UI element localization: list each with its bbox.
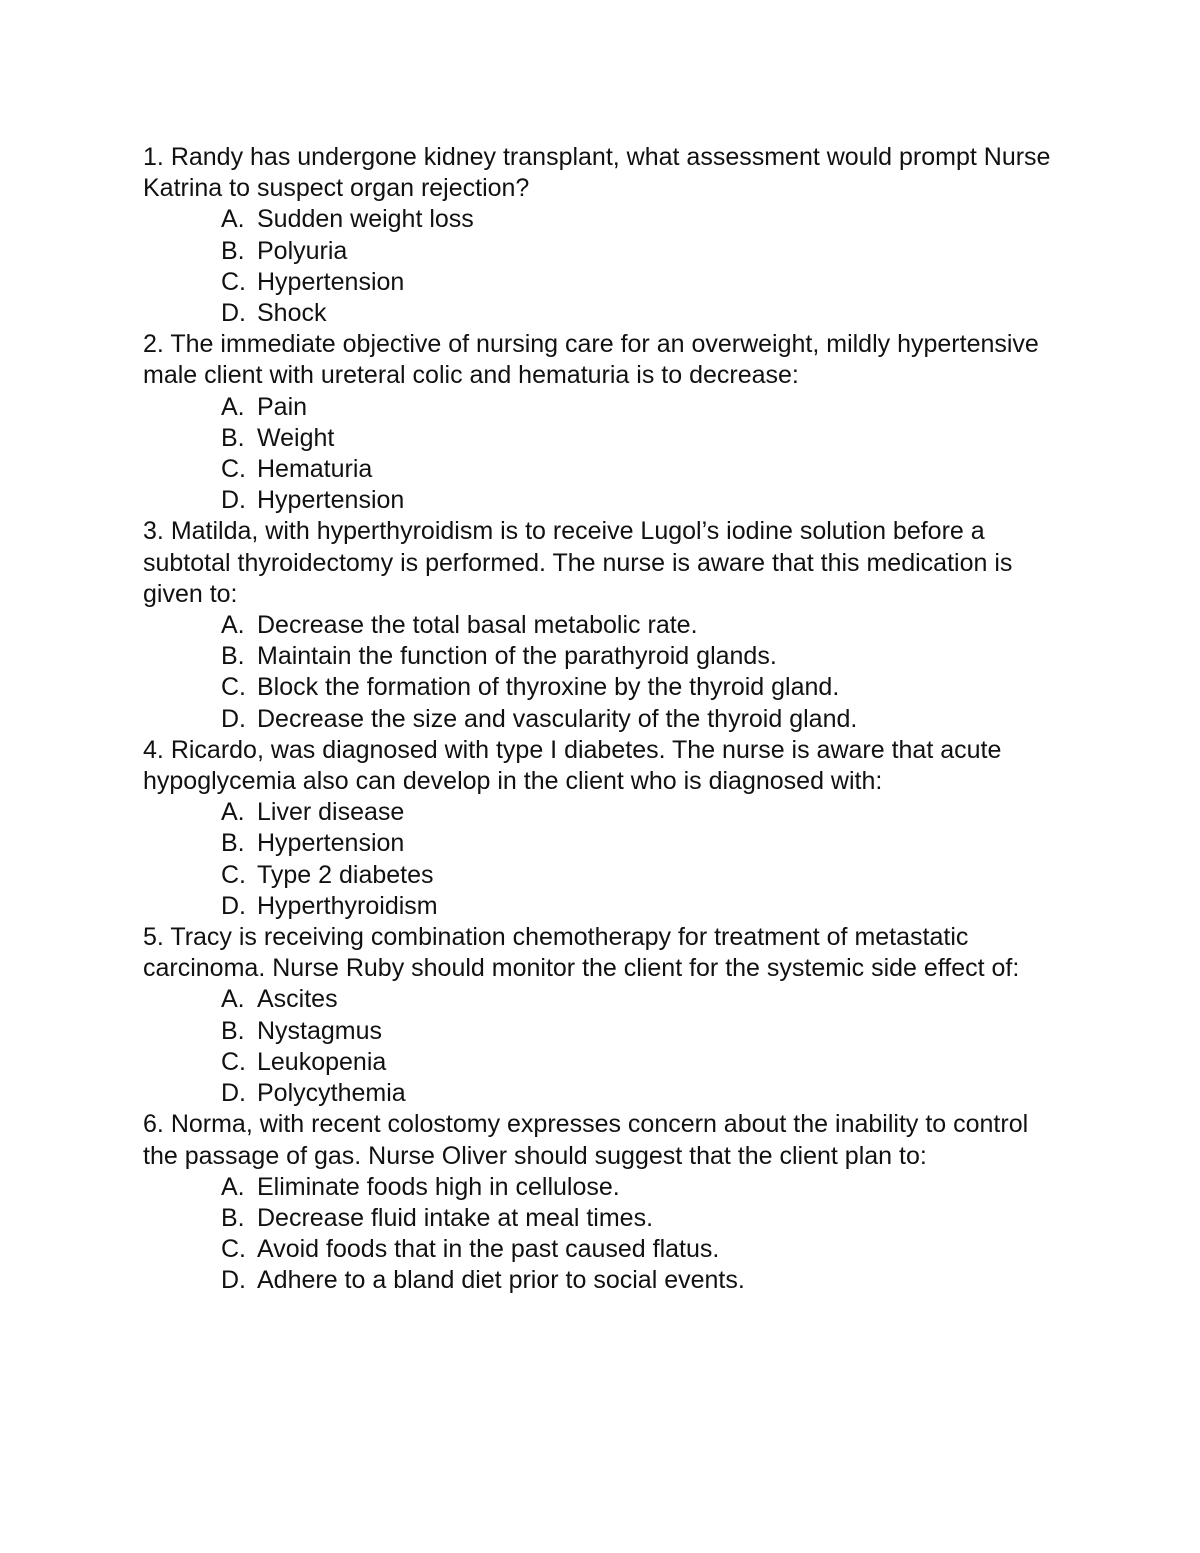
option-letter: A.: [221, 985, 245, 1014]
option-letter: D.: [221, 891, 246, 920]
option-letter: A.: [221, 798, 245, 827]
answer-option-a: [221, 610, 1063, 641]
option-letter: C.: [221, 860, 246, 889]
question-stem: [143, 922, 1063, 984]
option-letter: D.: [221, 486, 246, 515]
option-text: Block the formation of thyroxine by the thyroid gland.: [257, 673, 840, 702]
option-letter: C.: [221, 673, 246, 702]
question-stem: [143, 1109, 1063, 1171]
question-text: The immediate objective of nursing care for an overweight, mildly hypertensive male client with ureteral colic and hematuria is to decrease:: [143, 330, 1039, 390]
option-letter: D.: [221, 299, 246, 328]
answer-option-a: [221, 1172, 1063, 1203]
option-text: Leukopenia: [257, 1047, 387, 1076]
option-letter: A.: [221, 611, 245, 640]
answer-option-c: [221, 454, 1063, 485]
option-letter: B.: [221, 1203, 245, 1232]
answer-option-a: [221, 392, 1063, 423]
option-letter: D.: [221, 704, 246, 733]
answer-options: [143, 1172, 1063, 1297]
answer-option-d: [221, 298, 1063, 329]
question-4: [143, 735, 1063, 922]
question-number: 5.: [143, 923, 164, 952]
question-number: 2.: [143, 330, 164, 359]
question-text: Matilda, with hyperthyroidism is to receive Lugol’s iodine solution before a subtotal thyroidectomy is performed. The nurse is aware that this medication is given to:: [143, 517, 1013, 608]
option-text: Decrease the size and vascularity of the thyroid gland.: [257, 704, 858, 733]
option-text: Maintain the function of the parathyroid glands.: [257, 642, 777, 671]
answer-option-b: [221, 423, 1063, 454]
question-number: 3.: [143, 517, 164, 546]
option-letter: D.: [221, 1266, 246, 1295]
answer-option-b: [221, 828, 1063, 859]
option-text: Type 2 diabetes: [257, 860, 434, 889]
answer-options: [143, 392, 1063, 517]
answer-option-d: [221, 1265, 1063, 1296]
answer-option-c: [221, 672, 1063, 703]
question-stem: [143, 329, 1063, 391]
question-text: Norma, with recent colostomy expresses concern about the inability to control the passage of gas. Nurse Oliver should suggest that the client plan to:: [143, 1110, 1029, 1170]
option-text: Pain: [257, 392, 308, 421]
option-letter: C.: [221, 267, 246, 296]
option-text: Hypertension: [257, 829, 405, 858]
question-number: 1.: [143, 143, 164, 171]
answer-option-a: [221, 984, 1063, 1015]
answer-option-d: [221, 1078, 1063, 1109]
answer-option-b: [221, 1203, 1063, 1234]
option-text: Decrease the total basal metabolic rate.: [257, 611, 698, 640]
option-letter: B.: [221, 829, 245, 858]
option-letter: B.: [221, 642, 245, 671]
option-text: Hypertension: [257, 267, 405, 296]
answer-option-b: [221, 641, 1063, 672]
answer-option-a: [221, 797, 1063, 828]
answer-options: [143, 610, 1063, 735]
option-letter: C.: [221, 1235, 246, 1264]
question-2: [143, 329, 1063, 516]
option-letter: B.: [221, 1016, 245, 1045]
option-letter: B.: [221, 236, 245, 265]
option-text: Sudden weight loss: [257, 205, 474, 234]
option-letter: B.: [221, 423, 245, 452]
option-text: Avoid foods that in the past caused flatus.: [257, 1235, 720, 1264]
option-text: Polycythemia: [257, 1079, 406, 1108]
question-6: [143, 1109, 1063, 1296]
answer-option-c: [221, 1234, 1063, 1265]
option-text: Nystagmus: [257, 1016, 383, 1045]
option-letter: A.: [221, 1172, 245, 1201]
question-1: [143, 142, 1063, 329]
option-text: Polyuria: [257, 236, 348, 265]
answer-option-a: [221, 204, 1063, 235]
answer-options: [143, 204, 1063, 329]
answer-option-b: [221, 236, 1063, 267]
option-text: Shock: [257, 299, 327, 328]
option-text: Ascites: [257, 985, 338, 1014]
option-letter: C.: [221, 1047, 246, 1076]
answer-option-d: [221, 704, 1063, 735]
answer-option-d: [221, 891, 1063, 922]
question-number: 6.: [143, 1110, 164, 1139]
option-text: Hematuria: [257, 455, 373, 484]
question-stem: [143, 735, 1063, 797]
answer-option-c: [221, 1047, 1063, 1078]
answer-option-c: [221, 267, 1063, 298]
option-letter: C.: [221, 455, 246, 484]
question-stem: [143, 142, 1063, 204]
answer-options: [143, 984, 1063, 1109]
option-text: Hyperthyroidism: [257, 891, 438, 920]
option-text: Hypertension: [257, 486, 405, 515]
option-text: Liver disease: [257, 798, 405, 827]
option-letter: A.: [221, 205, 245, 234]
option-text: Decrease fluid intake at meal times.: [257, 1203, 654, 1232]
option-letter: A.: [221, 392, 245, 421]
question-text: Randy has undergone kidney transplant, what assessment would prompt Nurse Katrina to suspect organ rejection?: [143, 143, 1051, 203]
option-letter: D.: [221, 1079, 246, 1108]
question-3: [143, 516, 1063, 734]
answer-option-c: [221, 860, 1063, 891]
question-stem: [143, 516, 1063, 610]
answer-option-b: [221, 1016, 1063, 1047]
answer-options: [143, 797, 1063, 922]
question-5: [143, 922, 1063, 1109]
option-text: Weight: [257, 423, 335, 452]
question-number: 4.: [143, 735, 164, 764]
question-text: Ricardo, was diagnosed with type I diabetes. The nurse is aware that acute hypoglycemia also can develop in the client who is diagnosed with:: [143, 735, 1002, 796]
question-list: [143, 142, 1063, 1297]
question-text: Tracy is receiving combination chemotherapy for treatment of metastatic carcinoma. Nurse Ruby should monitor the client for the systemic side effect of:: [143, 923, 1020, 983]
option-text: Eliminate foods high in cellulose.: [257, 1172, 620, 1201]
answer-option-d: [221, 485, 1063, 516]
option-text: Adhere to a bland diet prior to social events.: [257, 1266, 745, 1295]
